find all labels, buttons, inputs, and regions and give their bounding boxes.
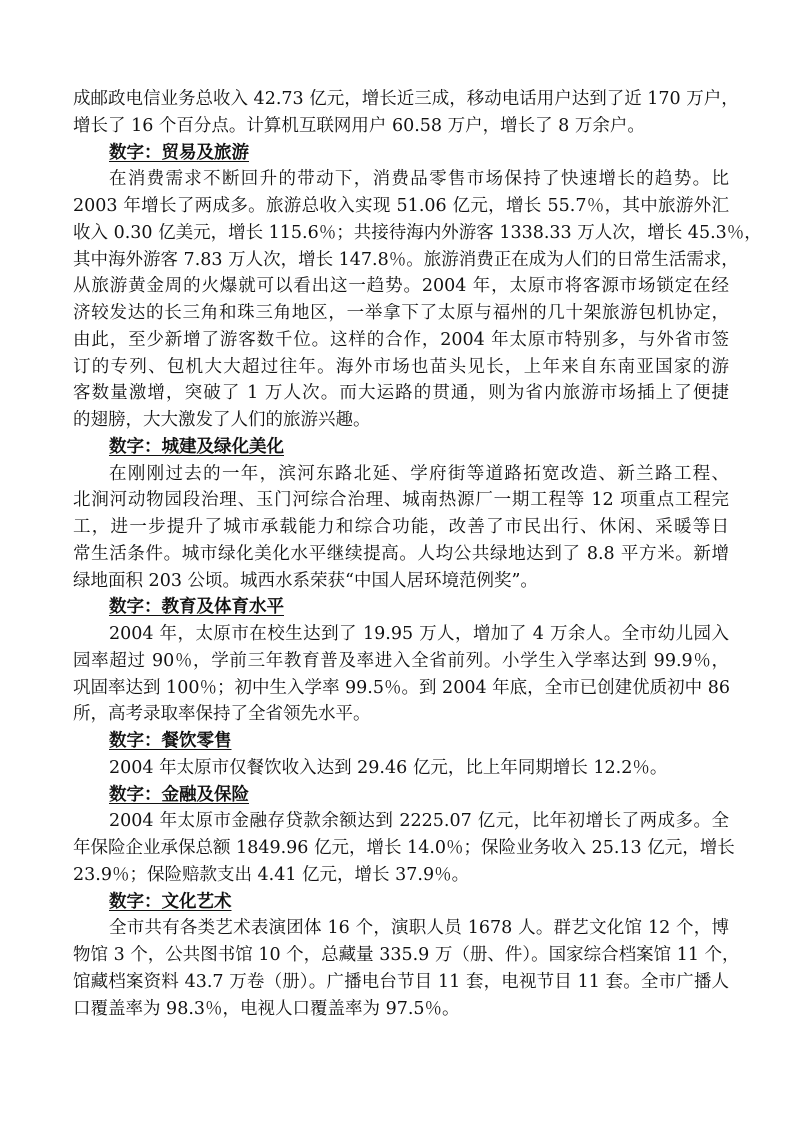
heading-text: 数字：城建及绿化美化 — [109, 436, 284, 457]
paragraph-trade-tourism — [73, 166, 762, 434]
section-heading-education-sports — [73, 594, 729, 621]
paragraph-catering-retail — [73, 755, 729, 782]
text-line: 在消费需求不断回升的带动下，消费品零售市场保持了快速增长的趋势。比 — [109, 169, 729, 190]
text-line: 2003 年增长了两成多。旅游总收入实现 51.06 亿元，增长 55.7％，其中旅游外汇 — [73, 196, 729, 216]
text-line: 2004 年，太原市在校生达到了 19.95 万人，增加了 4 万余人。全市幼儿园入 — [109, 624, 729, 644]
heading-text: 数字：餐饮零售 — [109, 731, 232, 751]
paragraph-culture-arts — [73, 915, 740, 1022]
text-line: 收入 0.30 亿美元，增长 115.6％；共接待海内外游客 1338.33 万人次，增长 45.3％， — [73, 222, 762, 243]
text-line: 从旅游黄金周的火爆就可以看出这一趋势。2004 年，太原市将客源市场锁定在经 — [73, 276, 729, 297]
section-heading-catering-retail — [73, 728, 729, 755]
text-line: 北涧河动物园段治理、玉门河综合治理、城南热源厂一期工程等 12 项重点工程完 — [73, 490, 729, 511]
heading-text: 数字：文化艺术 — [109, 891, 232, 912]
section-heading-urban-greening — [73, 434, 729, 461]
text-line: 所，高考录取率保持了全省领先水平。 — [73, 704, 371, 725]
section-heading-finance-insurance — [73, 782, 729, 809]
text-line: 的翅膀，大大激发了人们的旅游兴趣。 — [73, 410, 371, 430]
text-line: 常生活条件。城市绿化美化水平继续提高。人均公共绿地达到了 8.8 平方米。新增 — [73, 543, 729, 564]
section-heading-trade-tourism — [73, 140, 729, 167]
text-line: 工，进一步提升了城市承载能力和综合功能，改善了市民出行、休闲、采暖等日 — [73, 517, 729, 537]
text-line: 巩固率达到 100％；初中生入学率 99.5％。到 2004 年底，全市已创建优质初中 86 — [73, 677, 730, 698]
text-line: 口覆盖率为 98.3％，电视人口覆盖率为 97.5％。 — [73, 998, 460, 1019]
text-line: 2004 年太原市仅餐饮收入达到 29.46 亿元，比上年同期增长 12.2％。 — [109, 757, 668, 778]
text-line: 绿地面积 203 公顷。城西水系荣获“中国人居环境范例奖”。 — [73, 570, 538, 591]
text-line: 园率超过 90％，学前三年教育普及率进入全省前列。小学生入学率达到 99.9％， — [73, 650, 729, 671]
text-line: 馆藏档案资料 43.7 万卷（册）。广播电台节目 11 套，电视节目 11 套。全市广播人 — [73, 971, 729, 992]
heading-text: 数字：金融及保险 — [109, 784, 249, 805]
text-line: 济较发达的长三角和珠三角地区，一举拿下了太原与福州的几十架旅游包机协定， — [73, 303, 729, 323]
text-line: 2004 年太原市金融存贷款余额达到 2225.07 亿元，比年初增长了两成多。全 — [109, 811, 729, 832]
text-line: 全市共有各类艺术表演团体 16 个，演职人员 1678 人。群艺文化馆 12 个，博 — [109, 918, 729, 939]
text-line: 年保险企业承保总额 1849.96 亿元，增长 14.0％；保险业务收入 25.13 亿元，增长 — [73, 838, 735, 858]
document-page — [73, 86, 762, 1022]
text-line: 23.9％；保险赔款支出 4.41 亿元，增长 37.9％。 — [73, 864, 470, 885]
paragraph-finance-insurance — [73, 808, 735, 888]
paragraph-urban-greening — [73, 461, 729, 595]
text-line: 增长了 16 个百分点。计算机互联网用户 60.58 万户，增长了 8 万余户。 — [73, 115, 645, 136]
text-line: 在刚刚过去的一年，滨河东路北延、学府街等道路拓宽改造、新兰路工程、 — [109, 463, 729, 484]
text-line: 由此，至少新增了游客数千位。这样的合作，2004 年太原市特别多，与外省市签 — [73, 329, 729, 350]
paragraph-education-sports — [73, 621, 729, 728]
text-line: 其中海外游客 7.83 万人次，增长 147.8％。旅游消费正在成为人们的日常生活需求， — [73, 249, 739, 270]
text-line: 成邮政电信业务总收入 42.73 亿元，增长近三成，移动电话用户达到了近 170 万户， — [73, 89, 739, 109]
text-line: 物馆 3 个，公共图书馆 10 个，总藏量 335.9 万（册、件）。国家综合档案馆 11 个， — [73, 945, 740, 965]
text-line: 客数量激增，突破了 1 万人次。而大运路的贯通，则为省内旅游市场插上了便捷 — [73, 383, 729, 404]
heading-text: 数字：教育及体育水平 — [109, 597, 284, 618]
text-line: 订的专列、包机大大超过往年。海外市场也苗头见长，上年来自东南亚国家的游 — [73, 356, 729, 377]
paragraph-telecom — [73, 86, 739, 140]
section-heading-culture-arts — [73, 889, 729, 916]
heading-text: 数字：贸易及旅游 — [109, 142, 249, 163]
